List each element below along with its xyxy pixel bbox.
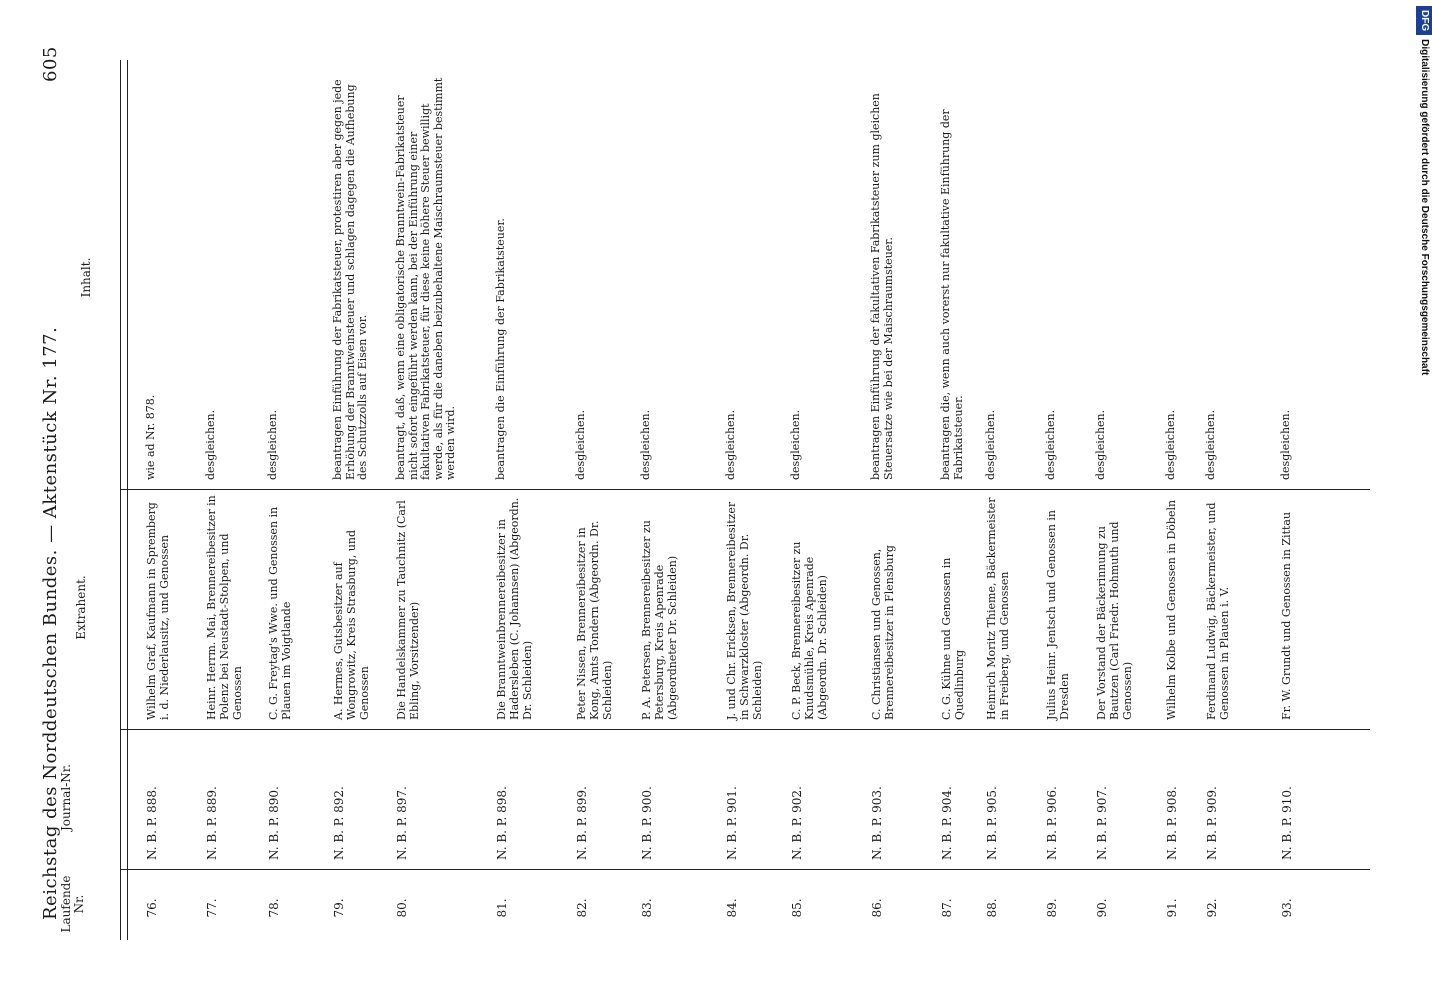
- row-journal-nr: N. B. P. 907.: [1095, 786, 1109, 860]
- row-inhalt: desgleichen.: [574, 409, 587, 480]
- row-absender: C. Christiansen und Genossen, Brennereibesitzer in Flensburg: [870, 545, 896, 720]
- running-header: Reichstag des Norddeutschen Bundes. — Aktenstück Nr. 177.: [40, 326, 61, 920]
- row-journal-nr: N. B. P. 910.: [1280, 786, 1294, 860]
- row-journal-nr: N. B. P. 902.: [790, 786, 804, 860]
- row-inhalt: beantragen die Einführung der Fabrikatsteuer.: [494, 218, 507, 480]
- row-inhalt: desgleichen.: [1279, 409, 1292, 480]
- row-journal-nr: N. B. P. 905.: [985, 786, 999, 860]
- row-absender: Julius Heinr. Jentsch und Genossen in Dresden: [1045, 509, 1071, 720]
- table-top-rule: [120, 60, 121, 940]
- col-header-inhalt: Inhalt.: [79, 257, 93, 298]
- col-header-lfd: Laufende Nr.: [59, 875, 86, 933]
- header-bottom-rule: [127, 60, 128, 940]
- row-inhalt: desgleichen.: [1204, 409, 1217, 480]
- row-inhalt: desgleichen.: [639, 409, 652, 480]
- row-absender: Heinrich Moritz Thieme, Bäckermeister in Freiberg, und Genossen: [985, 497, 1011, 720]
- row-lfd-nr: 83.: [640, 898, 654, 918]
- row-journal-nr: N. B. P. 906.: [1045, 786, 1059, 860]
- row-journal-nr: N. B. P. 908.: [1165, 786, 1179, 860]
- row-lfd-nr: 85.: [790, 898, 804, 918]
- row-journal-nr: N. B. P. 901.: [725, 786, 739, 860]
- row-absender: C. G. Kühne und Genossen in Quedlinburg: [940, 557, 966, 720]
- row-absender: P. A. Petersen, Brennereibesitzer zu Petersburg, Kreis Apenrade (Abgeordneter Dr. Schleiden): [640, 520, 679, 720]
- row-absender: A. Hermes, Gutsbesitzer auf Wongrowitz, Kreis Strasburg, und Genossen: [332, 529, 371, 720]
- row-inhalt: beantragt, daß, wenn eine obligatorische Branntwein-Fabrikatsteuer nicht sofort eingeführt werden kann, bei der Einführung einer fakultativen Fabrikatsteuer, für diese keine höhere Steuer bewilligt werde, als für die daneben beizubehaltene Maischraumsteuer bestimmt werden wird.: [394, 77, 457, 480]
- row-inhalt: wie ad Nr. 878.: [144, 394, 157, 480]
- row-absender: C. G. Freytag's Wwe. und Genossen in Plauen im Voigtlande: [267, 506, 293, 720]
- row-absender: Heinr. Herrm. Mai, Brennereibesitzer in Polenz bei Neustadt-Stolpen, und Genossen: [205, 495, 244, 720]
- row-lfd-nr: 79.: [332, 898, 346, 918]
- row-inhalt: desgleichen.: [1164, 409, 1177, 480]
- row-inhalt: beantragen die, wenn auch vorerst nur fakultative Einführung der Fabrikatsteuer.: [939, 109, 965, 480]
- row-lfd-nr: 87.: [940, 898, 954, 918]
- row-lfd-nr: 82.: [575, 898, 589, 918]
- row-lfd-nr: 86.: [870, 898, 884, 918]
- row-lfd-nr: 91.: [1165, 898, 1179, 918]
- row-absender: Peter Nissen, Brennereibesitzer in Kong, Amts Tondern (Abgeordn. Dr. Schleiden): [575, 520, 614, 720]
- row-journal-nr: N. B. P. 900.: [640, 786, 654, 860]
- col-rule-lfd: [120, 869, 1370, 870]
- page-number: 605: [40, 46, 61, 82]
- col-header-journal: Journal-Nr.: [59, 764, 73, 832]
- row-journal-nr: N. B. P. 903.: [870, 786, 884, 860]
- row-inhalt: desgleichen.: [266, 409, 279, 480]
- row-journal-nr: N. B. P. 899.: [575, 786, 589, 860]
- row-lfd-nr: 78.: [267, 898, 281, 918]
- row-lfd-nr: 92.: [1205, 898, 1219, 918]
- row-absender: Ferdinand Ludwig, Bäckermeister, und Genossen in Plauen i. V.: [1205, 502, 1231, 720]
- row-journal-nr: N. B. P. 892.: [332, 786, 346, 860]
- row-absender: Der Vorstand der Bäckerinnung zu Bautzen (Carl Friedr. Hohmuth und Genossen): [1095, 521, 1134, 720]
- col-header-absender: Extrahent.: [74, 575, 88, 640]
- row-inhalt: desgleichen.: [789, 409, 802, 480]
- row-lfd-nr: 90.: [1095, 898, 1109, 918]
- row-journal-nr: N. B. P. 904.: [940, 786, 954, 860]
- row-absender: Die Branntweinbrennereibesitzer in Hadersleben (C. Johannsen) (Abgeordn. Dr. Schleiden): [495, 497, 534, 720]
- row-absender: Die Handelskammer zu Tauchnitz (Carl Ebling, Vorsitzender): [395, 500, 421, 720]
- row-absender: C. P. Beck, Brennereibesitzer zu Knudsmühle, Kreis Apenrade (Abgeordn. Dr. Schleiden): [790, 541, 829, 720]
- row-inhalt: desgleichen.: [204, 409, 217, 480]
- row-journal-nr: N. B. P. 898.: [495, 786, 509, 860]
- row-absender: Wilhelm Graf, Kaufmann in Spremberg i. d. Niederlausitz, und Genossen: [145, 502, 171, 720]
- row-lfd-nr: 76.: [145, 898, 159, 918]
- row-inhalt: desgleichen.: [984, 409, 997, 480]
- row-lfd-nr: 93.: [1280, 898, 1294, 918]
- dfg-logo: DFG: [1416, 6, 1432, 35]
- row-journal-nr: N. B. P. 890.: [267, 786, 281, 860]
- row-lfd-nr: 77.: [205, 898, 219, 918]
- row-journal-nr: N. B. P. 889.: [205, 786, 219, 860]
- row-inhalt: beantragen Einführung der Fabrikatsteuer, protestiren aber gegen jede Erhöhung der Branntweinsteuer und schlagen dagegen die Aufhebung des Schutzzolls auf Eisen vor.: [331, 79, 369, 480]
- col-rule-journal: [120, 729, 1370, 730]
- row-inhalt: beantragen Einführung der fakultativen Fabrikatsteuer zum gleichen Steuersatze wie bei der Maischraumsteuer.: [869, 93, 895, 480]
- row-lfd-nr: 88.: [985, 898, 999, 918]
- row-lfd-nr: 80.: [395, 898, 409, 918]
- row-lfd-nr: 89.: [1045, 898, 1059, 918]
- dfg-banner-text: Digitalisierung gefördert durch die Deutsche Forschungsgemeinschaft: [1419, 39, 1430, 376]
- row-absender: Wilhelm Kolbe und Genossen in Döbeln: [1165, 499, 1178, 720]
- row-journal-nr: N. B. P. 909.: [1205, 786, 1219, 860]
- row-lfd-nr: 84.: [725, 898, 739, 918]
- row-absender: J. und Chr. Ericksen, Brennereibesitzer in Schwarzkloster (Abgeordn. Dr. Schleiden): [725, 501, 764, 720]
- col-rule-absender: [120, 489, 1370, 490]
- dfg-side-banner: [1416, 6, 1432, 996]
- row-absender: Fr. W. Grundt und Genossen in Zittau: [1280, 511, 1293, 720]
- row-inhalt: desgleichen.: [724, 409, 737, 480]
- row-journal-nr: N. B. P. 897.: [395, 786, 409, 860]
- row-journal-nr: N. B. P. 888.: [145, 786, 159, 860]
- row-lfd-nr: 81.: [495, 898, 509, 918]
- row-inhalt: desgleichen.: [1094, 409, 1107, 480]
- row-inhalt: desgleichen.: [1044, 409, 1057, 480]
